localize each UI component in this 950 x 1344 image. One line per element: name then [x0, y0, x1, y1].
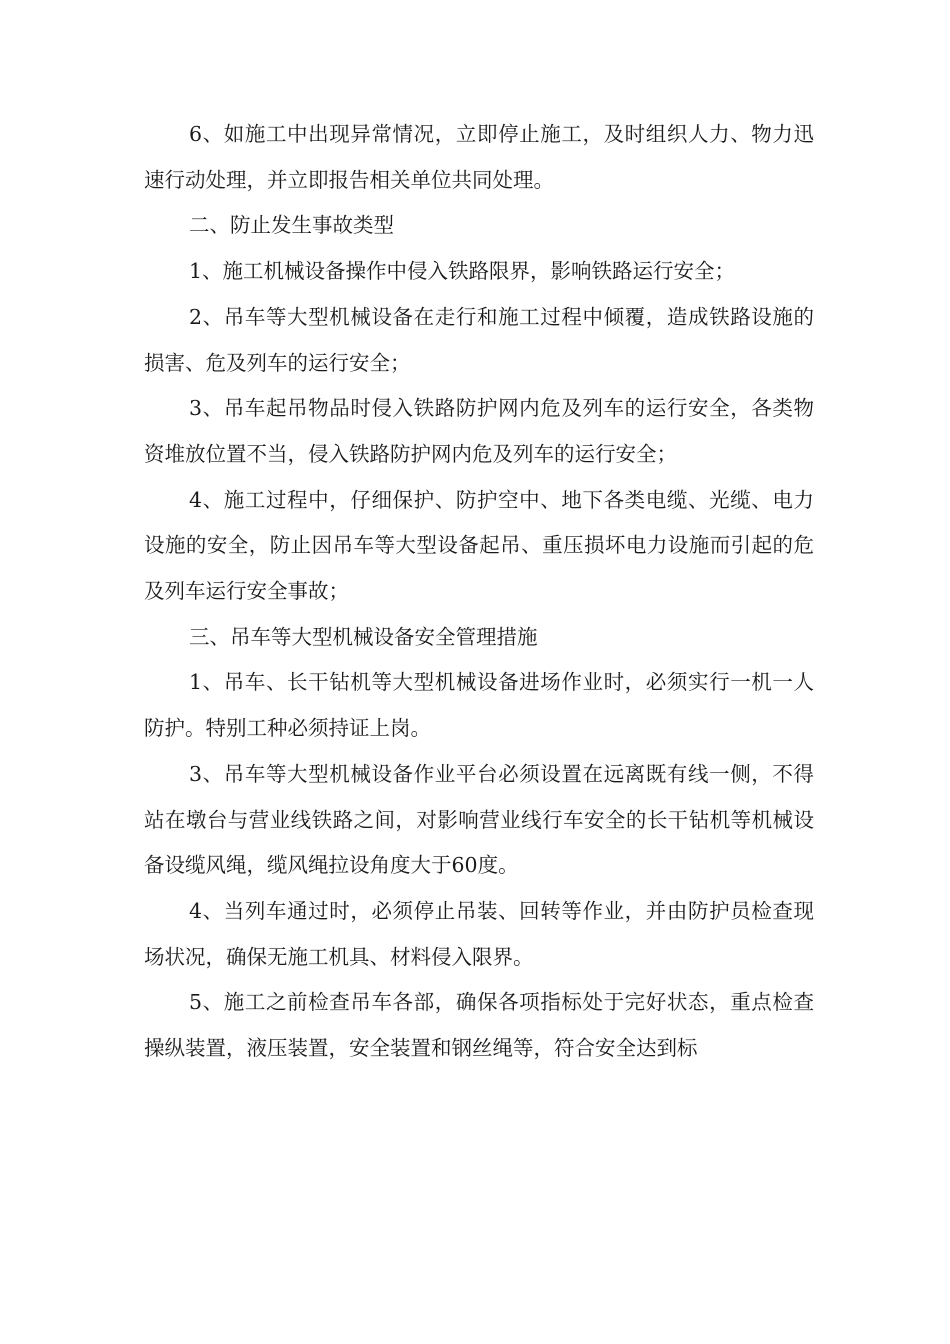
- paragraph-measure-1: 1、吊车、长干钻机等大型机械设备进场作业时，必须实行一机一人防护。特别工种必须持证上岗。: [144, 670, 814, 741]
- paragraph-item-4-cables: 4、施工过程中，仔细保护、防护空中、地下各类电缆、光缆、电力设施的安全，防止因吊车等大型设备起吊、重压损坏电力设施而引起的危及列车运行安全事故；: [144, 487, 814, 604]
- paragraph-measure-3: 3、吊车等大型机械设备作业平台必须设置在远离既有线一侧，不得站在墩台与营业线铁路之间，对影响营业线行车安全的长干钻机等机械设备设缆风绳，缆风绳拉设角度大于60度。: [144, 761, 814, 878]
- document-body: [144, 112, 814, 1072]
- paragraph-item-1-intrusion: 1、施工机械设备操作中侵入铁路限界，影响铁路运行安全；: [189, 259, 736, 284]
- paragraph-item-3-lifting: 3、吊车起吊物品时侵入铁路防护网内危及列车的运行安全，各类物资堆放位置不当，侵入铁路防护网内危及列车的运行安全；: [144, 396, 814, 466]
- section-heading-safety-measures: 三、吊车等大型机械设备安全管理措施: [189, 624, 538, 649]
- paragraph-measure-5: 5、施工之前检查吊车各部，确保各项指标处于完好状态，重点检查操纵装置，液压装置，安全装置和钢丝绳等，符合安全达到标: [144, 990, 814, 1061]
- paragraph-item-2-overturn: 2、吊车等大型机械设备在走行和施工过程中倾覆，造成铁路设施的损害、危及列车的运行安全；: [144, 304, 814, 375]
- paragraph-item-6-abnormal: 6、如施工中出现异常情况，立即停止施工，及时组织人力、物力迅速行动处理，并立即报告相关单位共同处理。: [144, 122, 814, 192]
- paragraph-measure-4: 4、当列车通过时，必须停止吊装、回转等作业，并由防护员检查现场状况，确保无施工机具、材料侵入限界。: [144, 898, 814, 969]
- section-heading-accident-types: 二、防止发生事故类型: [189, 213, 394, 238]
